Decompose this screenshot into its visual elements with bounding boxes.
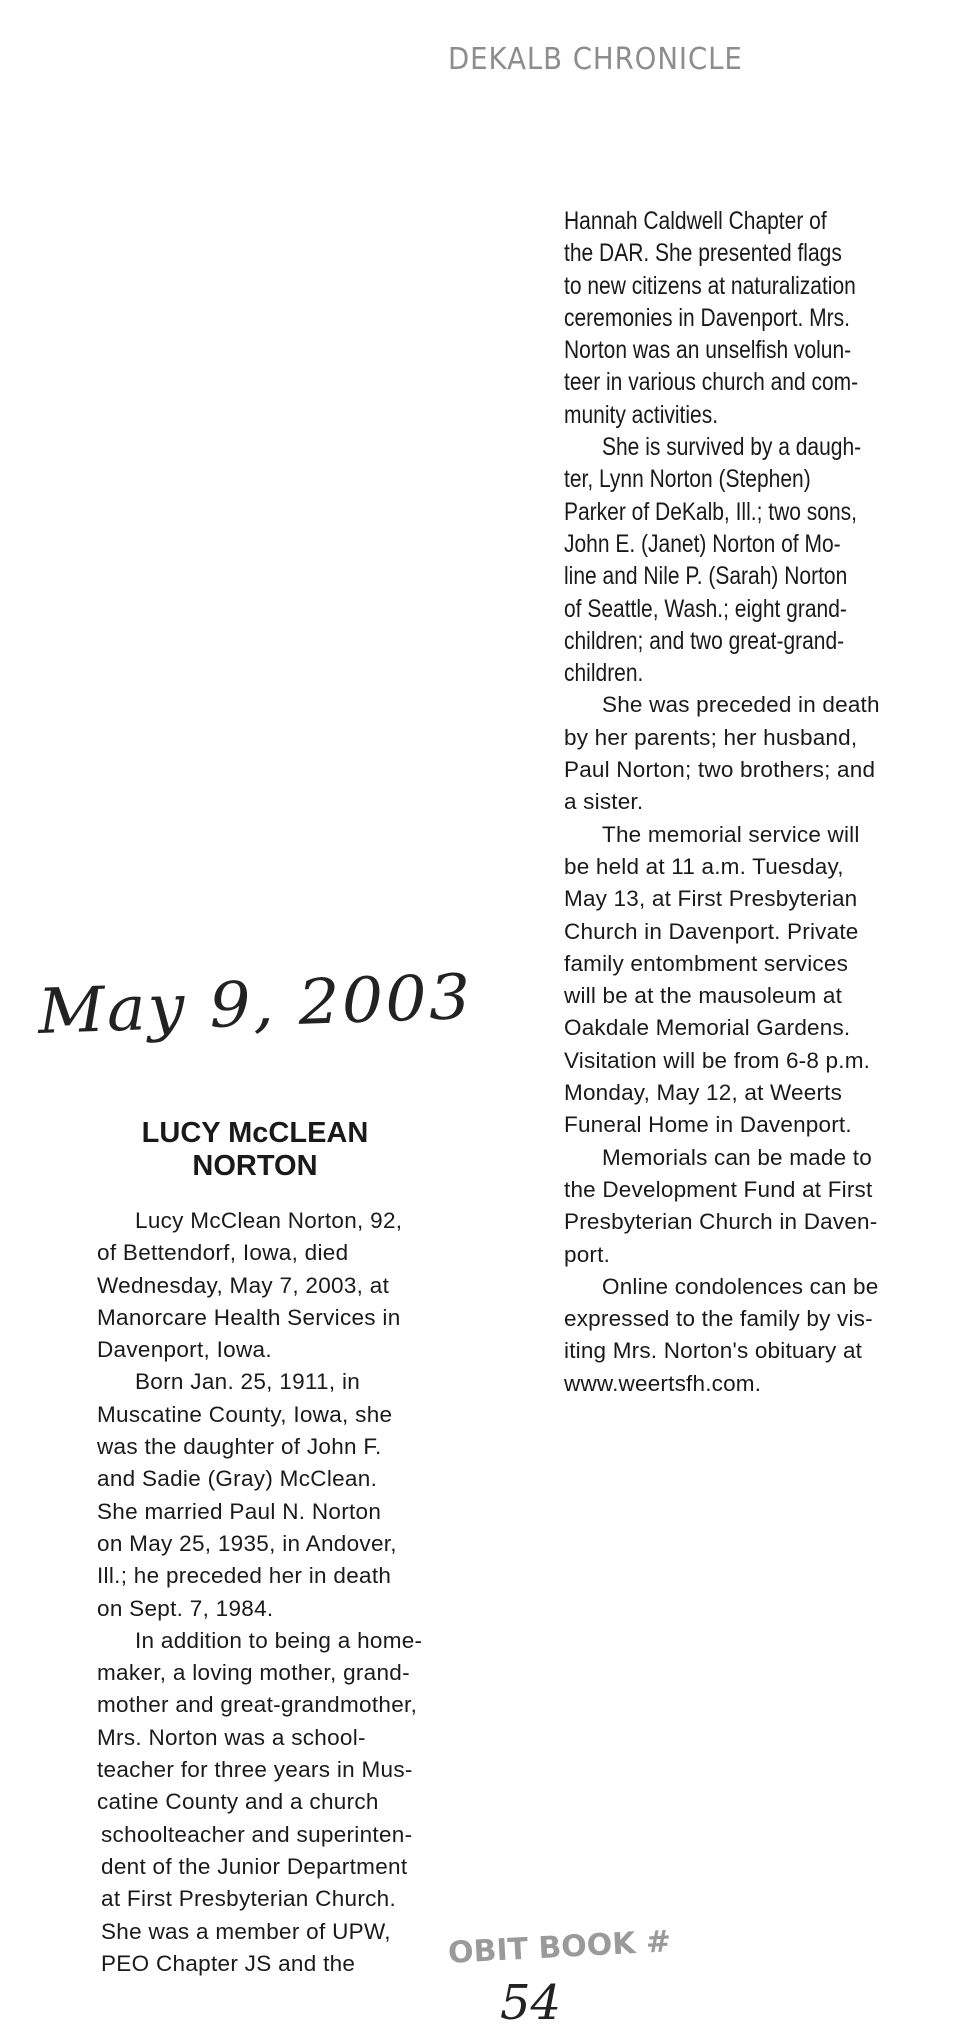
text-line [564, 1077, 964, 1109]
text-line-content: at First Presbyterian Church. [101, 1886, 397, 1912]
text-line-content: munity activities. [564, 400, 719, 429]
text-line [97, 1754, 442, 1786]
handwritten-date: May 9, 2003 [36, 959, 474, 1048]
text-line [564, 1142, 964, 1174]
text-line-content: dent of the Junior Department [101, 1853, 408, 1879]
text-line-content: Church in Davenport. Private [564, 918, 859, 944]
text-line [97, 1625, 442, 1657]
text-line-content: teer in various church and com- [564, 368, 859, 397]
text-line [564, 463, 964, 495]
text-line [564, 302, 964, 334]
text-line [97, 1399, 442, 1431]
text-line-content: Memorials can be made to [602, 1144, 872, 1170]
text-line [564, 1271, 964, 1303]
title-line-2: NORTON [192, 1150, 318, 1182]
text-line-content: children. [564, 659, 644, 688]
text-line-content: be held at 11 a.m. Tuesday, [564, 853, 844, 879]
text-line [564, 528, 964, 560]
text-line [564, 980, 964, 1012]
text-line [564, 431, 964, 463]
text-line-content: www.weertsfh.com. [564, 1370, 762, 1396]
text-line-content: Norton was an unselfish volun- [564, 336, 852, 365]
text-line [97, 1334, 442, 1366]
text-line [564, 270, 964, 302]
text-line-content: Ill.; he preceded her in death [97, 1563, 392, 1589]
text-line-content: Monday, May 12, at Weerts [564, 1080, 843, 1106]
text-line [564, 1174, 964, 1206]
text-line [564, 851, 964, 883]
text-line [97, 1237, 442, 1269]
text-line-content: She married Paul N. Norton [97, 1498, 382, 1524]
text-line [97, 1528, 442, 1560]
right-column [564, 205, 964, 1400]
text-line-content: John E. (Janet) Norton of Mo- [564, 529, 841, 558]
text-line [97, 1883, 442, 1915]
text-line [564, 786, 964, 818]
text-line [564, 1303, 964, 1335]
text-line [97, 1851, 442, 1883]
text-line [564, 399, 964, 431]
obit-book-stamp: OBIT BOOK # [447, 1924, 672, 1971]
text-line-content: Visitation will be from 6-8 p.m. [564, 1047, 871, 1073]
text-line [564, 916, 964, 948]
text-line [564, 593, 964, 625]
text-line [97, 1366, 442, 1398]
text-line [564, 1012, 964, 1044]
text-line-content: on May 25, 1935, in Andover, [97, 1530, 397, 1556]
text-line-content: The memorial service will [602, 821, 860, 847]
text-line-content: Online condolences can be [602, 1273, 879, 1299]
text-line-content: Born Jan. 25, 1911, in [135, 1369, 361, 1395]
text-line [97, 1270, 442, 1302]
text-line-content: on Sept. 7, 1984. [97, 1595, 274, 1621]
text-line-content: port. [564, 1241, 611, 1267]
text-line [564, 1109, 964, 1141]
text-line-content: ceremonies in Davenport. Mrs. [564, 303, 850, 332]
text-line [564, 819, 964, 851]
text-line [97, 1205, 442, 1237]
text-line-content: will be at the mausoleum at [564, 983, 843, 1009]
text-line-content: line and Nile P. (Sarah) Norton [564, 562, 848, 591]
text-line [97, 1431, 442, 1463]
text-line-content: to new citizens at naturalization [564, 271, 856, 300]
text-line-content: She was a member of UPW, [101, 1918, 391, 1944]
text-line-content: In addition to being a home- [135, 1627, 423, 1653]
text-line-content: Wednesday, May 7, 2003, at [97, 1272, 390, 1298]
text-line-content: Lucy McClean Norton, 92, [135, 1208, 403, 1233]
text-line-content: was the daughter of John F. [97, 1434, 382, 1460]
text-line [564, 1045, 964, 1077]
text-line-content: children; and two great-grand- [564, 626, 845, 655]
text-line [564, 1335, 964, 1367]
title-line-1: LUCY McCLEAN [141, 1117, 369, 1149]
text-line [97, 1689, 442, 1721]
text-line-content: Paul Norton; two brothers; and [564, 757, 876, 783]
text-line-content: Manorcare Health Services in [97, 1304, 401, 1330]
text-line-content: teacher for three years in Mus- [97, 1757, 413, 1783]
text-line [564, 366, 964, 398]
text-line [97, 1948, 442, 1980]
text-line-content: She was preceded in death [602, 692, 880, 718]
text-line [97, 1786, 442, 1818]
text-line-content: mother and great-grandmother, [97, 1692, 418, 1718]
text-line-content: Oakdale Memorial Gardens. [564, 1015, 851, 1041]
text-line [97, 1302, 442, 1334]
text-line-content: the DAR. She presented flags [564, 239, 842, 268]
text-line-content: of Seattle, Wash.; eight grand- [564, 594, 847, 623]
text-line-content: maker, a loving mother, grand- [97, 1660, 410, 1686]
text-line [97, 1916, 442, 1948]
text-line [564, 948, 964, 980]
text-line [564, 560, 964, 592]
text-line-content: Muscatine County, Iowa, she [97, 1401, 393, 1427]
text-line-content: the Development Fund at First [564, 1176, 873, 1202]
text-line [97, 1657, 442, 1689]
text-line [564, 237, 964, 269]
text-line [564, 689, 964, 721]
text-line-content: by her parents; her husband, [564, 724, 858, 750]
text-line [97, 1560, 442, 1592]
text-line [564, 754, 964, 786]
text-line-content: PEO Chapter JS and the [101, 1950, 356, 1976]
text-line [564, 1368, 964, 1400]
text-line-content: May 13, at First Presbyterian [564, 886, 858, 912]
text-line [564, 496, 964, 528]
text-line-content: of Bettendorf, Iowa, died [97, 1240, 349, 1266]
text-line [97, 1819, 442, 1851]
text-line-content: ter, Lynn Norton (Stephen) [564, 465, 811, 494]
text-line-content: She is survived by a daugh- [602, 433, 862, 462]
obituary-title [80, 1117, 430, 1183]
text-line-content: Mrs. Norton was a school- [97, 1724, 366, 1750]
text-line [564, 205, 964, 237]
text-line-content: schoolteacher and superinten- [101, 1821, 413, 1847]
text-line-content: Funeral Home in Davenport. [564, 1112, 852, 1138]
text-line [97, 1722, 442, 1754]
text-line-content: family entombment services [564, 950, 849, 976]
text-line [564, 883, 964, 915]
text-line [564, 1206, 964, 1238]
newspaper-source-stamp: DEKALB CHRONICLE [448, 42, 743, 77]
text-line-content: catine County and a church [97, 1789, 379, 1815]
text-line-content: a sister. [564, 789, 644, 815]
text-line-content: and Sadie (Gray) McClean. [97, 1466, 378, 1492]
text-line [564, 657, 964, 689]
left-column [97, 1205, 442, 1980]
text-line [97, 1463, 442, 1495]
text-line [564, 334, 964, 366]
text-line [564, 625, 964, 657]
text-line [564, 722, 964, 754]
obit-book-number: 54 [500, 1975, 562, 2031]
text-line-content: Presbyterian Church in Daven- [564, 1209, 878, 1235]
text-line [97, 1496, 442, 1528]
text-line [97, 1593, 442, 1625]
text-line-content: Davenport, Iowa. [97, 1337, 272, 1363]
text-line [564, 1239, 964, 1271]
text-line-content: iting Mrs. Norton's obituary at [564, 1338, 863, 1364]
text-line-content: expressed to the family by vis- [564, 1306, 873, 1332]
text-line-content: Parker of DeKalb, Ill.; two sons, [564, 497, 857, 526]
text-line-content: Hannah Caldwell Chapter of [564, 207, 827, 235]
